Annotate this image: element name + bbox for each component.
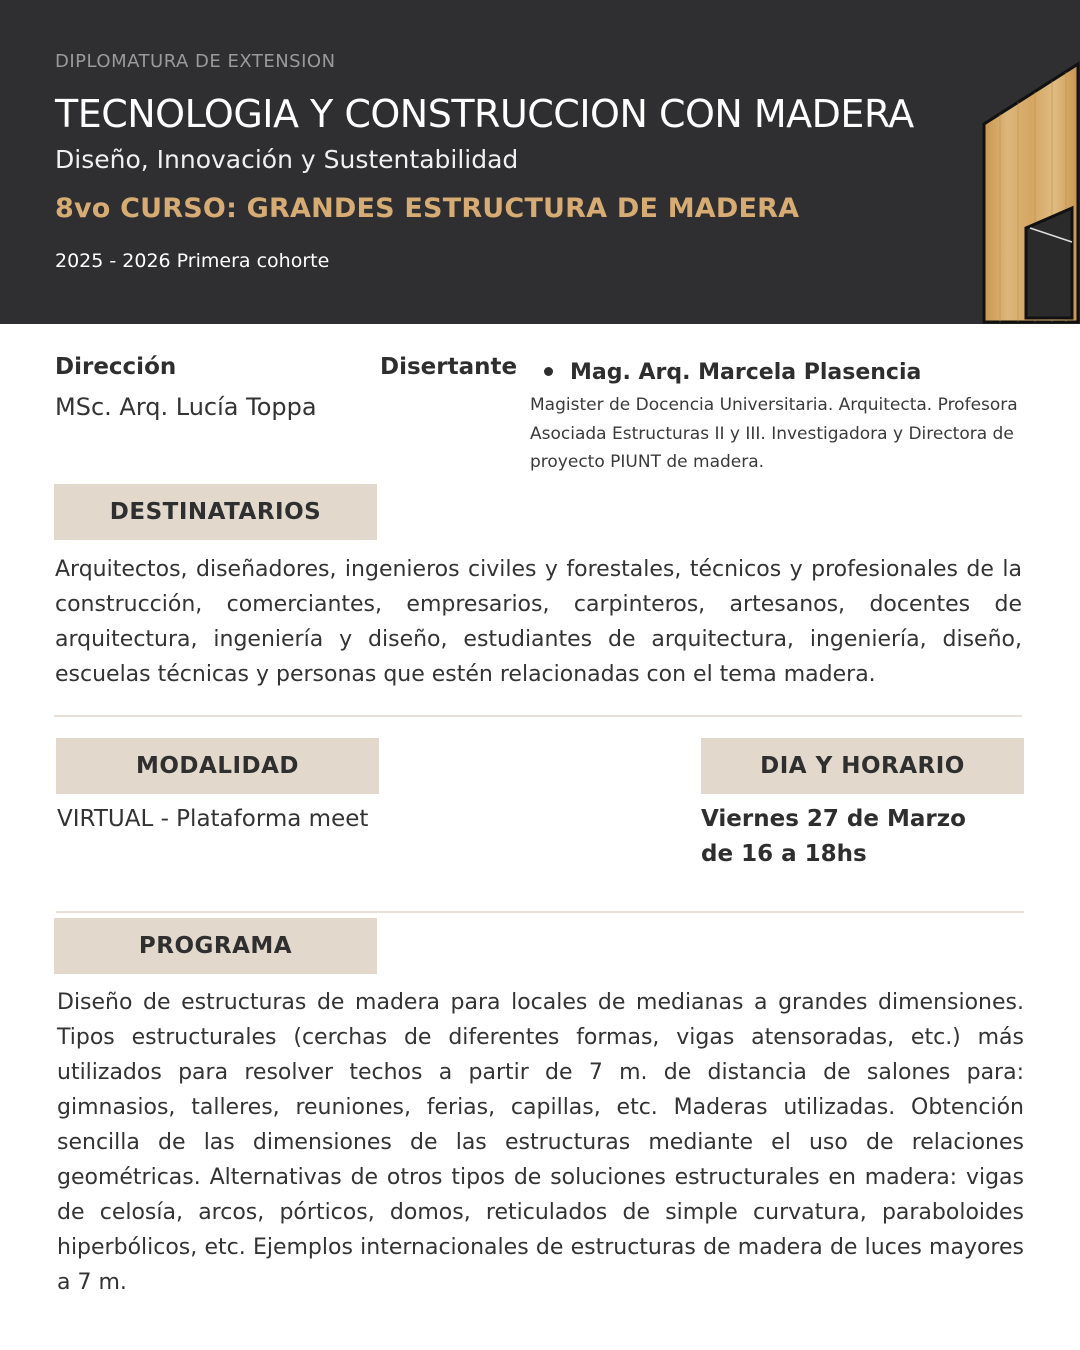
director-name: MSc. Arq. Lucía Toppa xyxy=(55,393,317,421)
schedule-day: Viernes 27 de Marzo xyxy=(701,806,966,832)
audience-text: Arquitectos, diseñadores, ingenieros civiles y forestales, técnicos y profesionales de la construcción, comerciantes, empresarios, carpinteros, artesanos, docentes de arquitectura, ingeniería y diseño, estudiantes de arquitectura, ingeniería, diseño, escuelas técnicas y personas que estén relacionadas con el tema madera. xyxy=(55,557,1022,687)
modality-value: VIRTUAL - Plataforma meet xyxy=(57,806,369,832)
course-title: 8vo CURSO: GRANDES ESTRUCTURA DE MADERA xyxy=(55,193,800,224)
program-heading: PROGRAMA xyxy=(54,918,377,974)
program-text: Diseño de estructuras de madera para locales de medianas a grandes dimensiones. Tipos estructurales (cerchas de diferentes formas, vigas atensoradas, etc.) más utilizados para resolver techos a partir de 7 m. de distancia de salones para: gimnasios, talleres, reuniones, ferias, capillas, etc. Maderas utilizadas. Obtención sencilla de las dimensiones de las estructuras mediante el uso de relaciones geométricas. Alternativas de otros tipos de soluciones estructurales en madera: vigas de celosía, arcos, pórticos, domos, reticulados de simple curvatura, paraboloides hiperbólicos, etc. Ejemplos internacionales de estructuras de madera de luces mayores a 7 m. xyxy=(57,990,1024,1295)
page-title: TECNOLOGIA Y CONSTRUCCION CON MADERA xyxy=(55,92,914,136)
cohort-info: 2025 - 2026 Primera cohorte xyxy=(55,250,330,272)
audience-heading: DESTINATARIOS xyxy=(54,484,377,540)
divider xyxy=(56,911,1024,913)
divider xyxy=(54,715,1022,717)
bullet-icon xyxy=(544,367,553,376)
schedule-heading: DIA Y HORARIO xyxy=(701,738,1024,794)
speaker-label: Disertante xyxy=(380,354,518,380)
program-type: DIPLOMATURA DE EXTENSION xyxy=(55,51,336,72)
speaker-bio: Magister de Docencia Universitaria. Arquitecta. Profesora Asociada Estructuras II y III. Investigadora y Directora de proyecto PIUNT de madera. xyxy=(530,395,1018,472)
speaker-name: Mag. Arq. Marcela Plasencia xyxy=(570,360,922,385)
schedule-time: de 16 a 18hs xyxy=(701,841,867,867)
direction-label: Dirección xyxy=(55,354,177,380)
modality-heading: MODALIDAD xyxy=(56,738,379,794)
wood-house-icon xyxy=(980,60,1080,324)
header-banner xyxy=(0,0,1080,324)
page-subtitle: Diseño, Innovación y Sustentabilidad xyxy=(55,145,519,174)
